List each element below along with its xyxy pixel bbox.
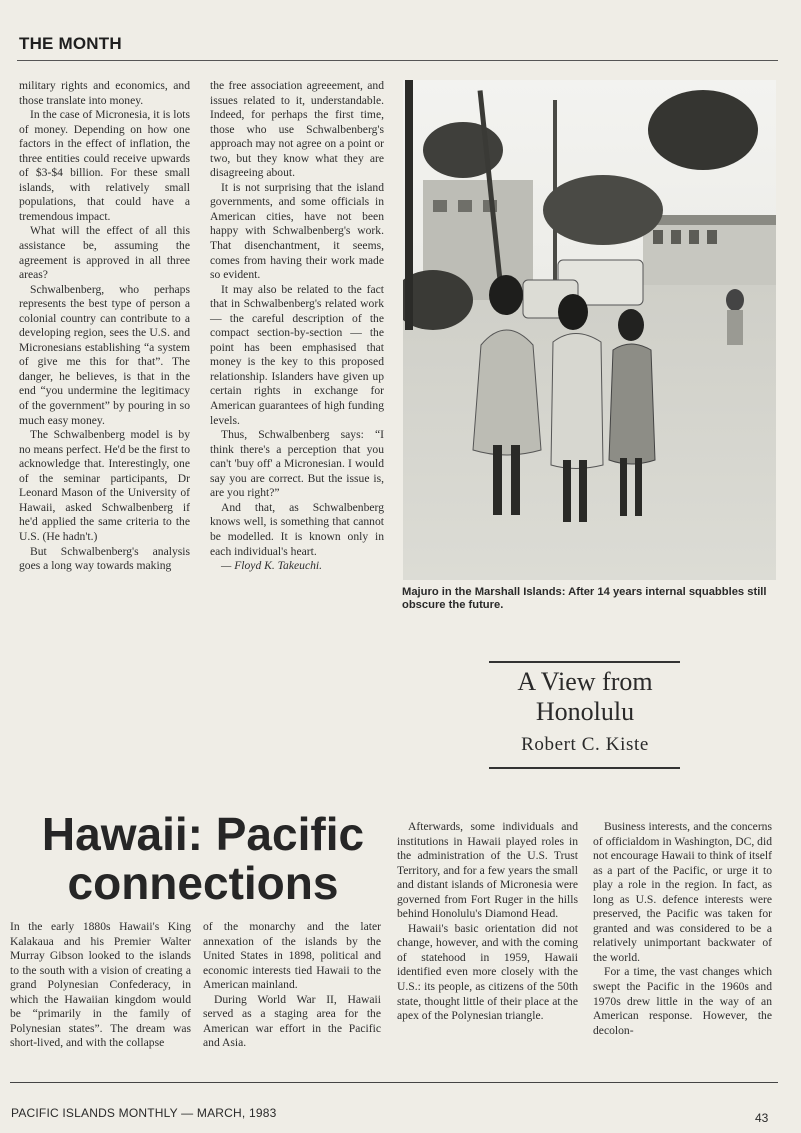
page-number: 43 xyxy=(755,1111,769,1125)
paragraph: In the case of Micronesia, it is lots of money. Depending on how one factors in the effect of inflation, the three entities could receive upwards of $3-$4 billion. For these small islands, with relatively small populations, that could have a tremendous impact. xyxy=(19,108,190,223)
paragraph: Thus, Schwalbenberg says: “I think there's a perception that you can't 'buy off' a Micronesian. I would say you are correct. But the issue is, are you right?” xyxy=(210,428,384,500)
paragraph: Business interests, and the concerns of officialdom in Washington, DC, did not encourage Hawaii to think of itself as a part of the Pacific, or urge it to play a role in the region. In fact, as long as U.S. defence interests were preserved, the Pacific was taken for granted and was considered to be a relatively unimportant backwater of the world. xyxy=(593,820,773,964)
article1-column-2 xyxy=(210,79,384,574)
paragraph: In the early 1880s Hawaii's King Kalakaua and his Premier Walter Murray Gibson looked to the islands to the south with a vision of creating a grand Polynesian Confederacy, in which the Hawaiian kingdom would be “primarily in the family of Polynesian states”. The dream was short-lived, and with the collapse xyxy=(10,920,191,1050)
author-signature: — Floyd K. Takeuchi. xyxy=(221,559,323,573)
article-headline xyxy=(22,810,384,908)
paragraph: of the monarchy and the later annexation of the islands by the United States in 1898, political and economic interests tied Hawaii to the American mainland. xyxy=(203,920,381,992)
paragraph: During World War II, Hawaii served as a staging area for the American war effort in the Pacific and Asia. xyxy=(203,992,381,1050)
header-rule xyxy=(17,60,778,61)
footer-rule xyxy=(10,1082,778,1083)
article2-column-1 xyxy=(10,920,191,1051)
article2-column-4 xyxy=(593,820,772,1038)
headline-line-2: connections xyxy=(67,857,339,909)
street-photo xyxy=(403,80,776,580)
paragraph: For a time, the vast changes which swept the Pacific in the 1960s and 1970s drew little in the way of an American response. However, the decolon- xyxy=(593,965,772,1037)
publication-footer: PACIFIC ISLANDS MONTHLY — MARCH, 1983 xyxy=(11,1106,277,1120)
feature-rule-top xyxy=(489,661,680,663)
article2-column-3 xyxy=(397,820,578,1024)
paragraph: It is not surprising that the island governments, and some officials in American cities, have not been happy with Schwalbenberg's work. That disenchantment, it seems, comes from having their work made so evident. xyxy=(210,180,384,282)
paragraph: But Schwalbenberg's analysis goes a long way towards making xyxy=(19,544,190,573)
paragraph: Schwalbenberg, who perhaps represents the best type of person a colonial country can contribute to a developing region, sees the U.S. and Micronesians establishing “a system of give me this for that”. The danger, he believes, is that in the end “you undermine the legitimacy of the government” by pouring in so much easy money. xyxy=(19,282,190,427)
article1-column-1 xyxy=(19,79,190,574)
feature-title xyxy=(470,667,700,727)
feature-rule-bottom xyxy=(489,767,680,769)
article2-column-2 xyxy=(203,920,381,1051)
feature-title-line-2: Honolulu xyxy=(535,697,635,726)
paragraph: the free association agreeement, and issues related to it, understandable. Indeed, for perhaps the first time, those who use Schwalbenberg's approach may not agree on a point or two, but they know what they are disagreeing about. xyxy=(210,79,384,180)
photo-caption: Majuro in the Marshall Islands: After 14 years internal squabbles still obscure the future. xyxy=(402,586,767,611)
paragraph: And that, as Schwalbenberg knows well, is something that cannot be modelled. It is known only in each individual's heart. xyxy=(210,500,384,558)
paragraph: The Schwalbenberg model is by no means perfect. He'd be the first to acknowledge that. Interestingly, one of the seminar participants, Dr Leonard Mason of the University of Hawaii, asked Schwalbenberg if he'd applied the same criteria to the U.S. (He hadn't.) xyxy=(19,428,190,543)
paragraph: military rights and economics, and those translate into money. xyxy=(19,79,190,107)
paragraph: Hawaii's basic orientation did not change, however, and with the coming of statehood in 1959, Hawaii identified even more closely with the U.S.: its people, as citizens of the 50th state, thought little of their place at the apex of the Polynesian triangle. xyxy=(397,921,578,1023)
feature-title-line-1: A View from xyxy=(517,667,653,696)
headline-line-1: Hawaii: Pacific xyxy=(41,808,365,860)
feature-author: Robert C. Kiste xyxy=(521,734,649,755)
paragraph: It may also be related to the fact that in Schwalbenberg's related work — the careful description of the compact section-by-section — the point has been emphasised that money is the key to this proposed relationship. Islanders have given up certain rights in exchange for American guarantees of high funding levels. xyxy=(210,282,384,427)
paragraph: What will the effect of all this assistance be, assuming the agreement is approved in all three areas? xyxy=(19,224,190,282)
paragraph: Afterwards, some individuals and institutions in Hawaii played roles in the administration of the U.S. Trust Territory, and for a few years the small and distant islands of Micronesia were governed from Fort Ruger in the hills behind Honolulu's Diamond Head. xyxy=(397,820,578,921)
section-heading: THE MONTH xyxy=(19,34,122,53)
